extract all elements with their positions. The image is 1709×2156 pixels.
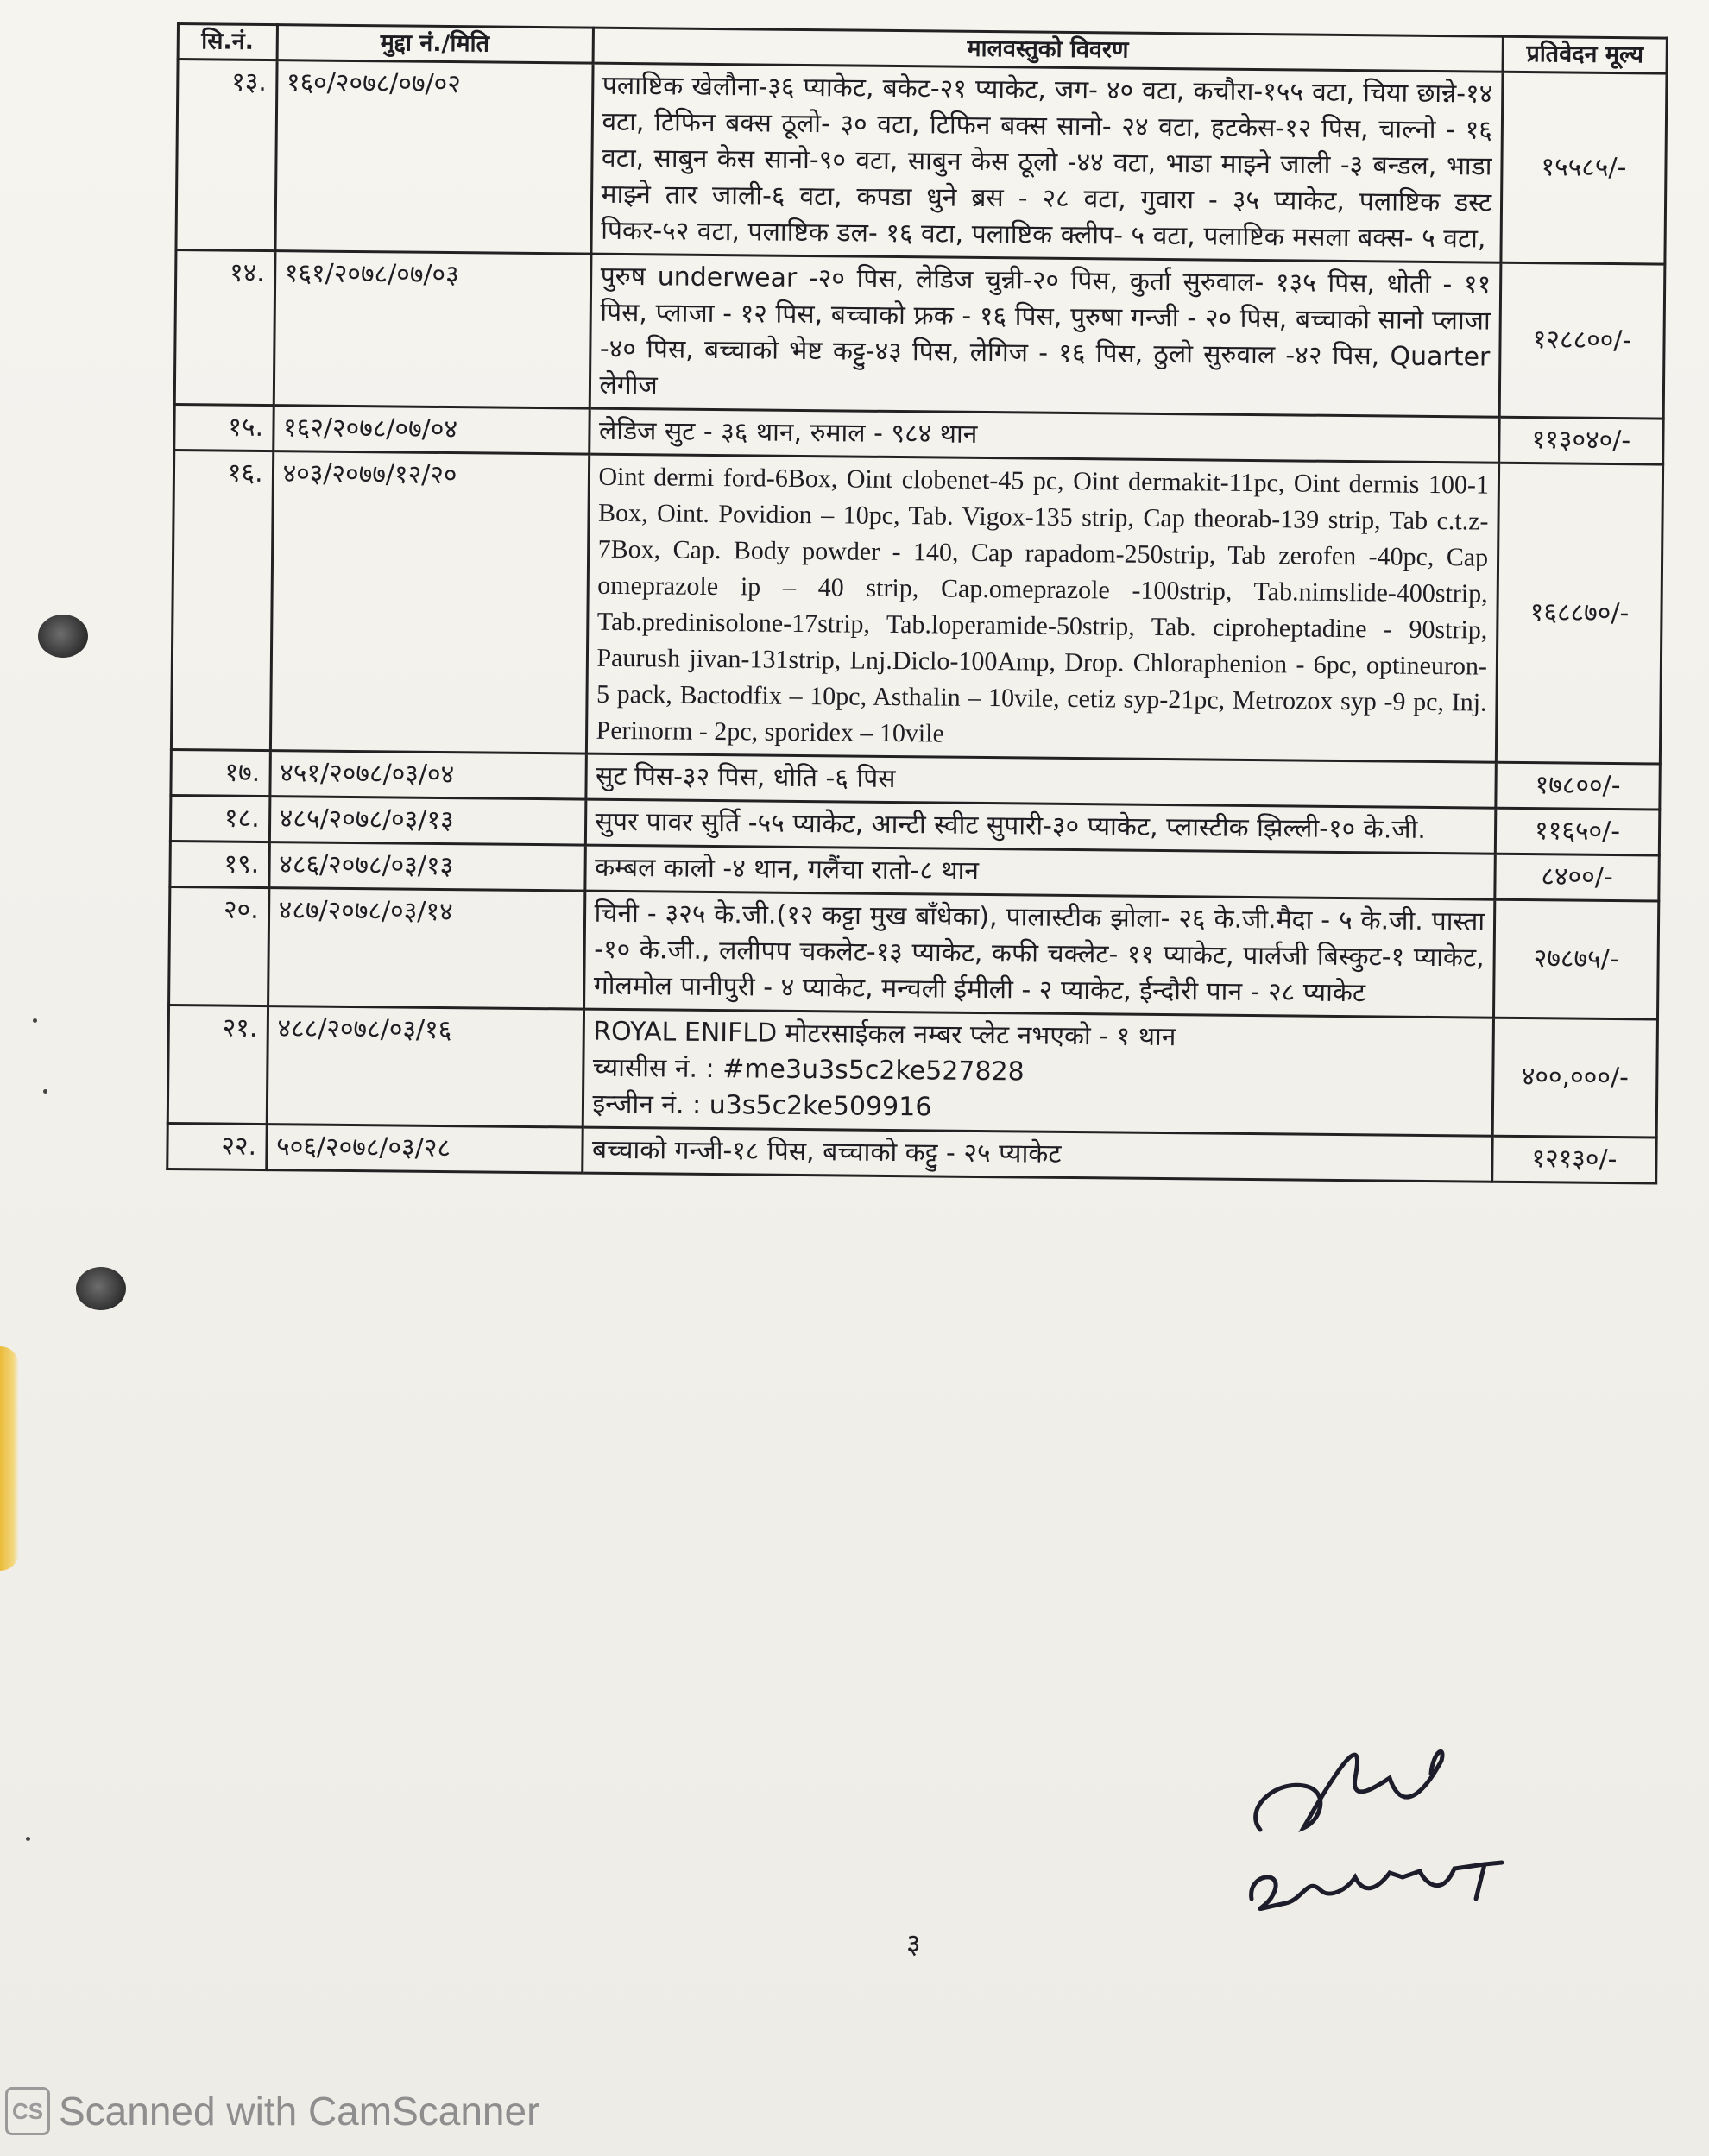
table-row: [176, 60, 1667, 265]
row-value: १६८८७०/-: [1496, 463, 1662, 764]
row-case-number: १६२/२०७८/०७/०४: [273, 406, 589, 455]
motorcycle-description: ROYAL ENIFLD मोटरसाईकल नम्बर प्लेट नभएको - १ थान: [593, 1016, 1176, 1053]
row-value: १५५८५/-: [1501, 72, 1667, 264]
row-value: ११३०४०/-: [1499, 417, 1664, 464]
row-value: १२१३०/-: [1492, 1136, 1657, 1183]
table-row: [174, 250, 1665, 419]
row-value: ११६५०/-: [1495, 808, 1660, 855]
speck: [33, 1018, 37, 1023]
row-value: १२८८००/-: [1499, 262, 1665, 419]
header-report-value: प्रतिवेदन मूल्य: [1503, 36, 1667, 73]
header-case-number-date: मुद्दा नं./मिति: [277, 25, 593, 64]
row-description: लेडिज सुट - ३६ थान, रुमाल - ९८४ थान: [589, 408, 1499, 463]
row-value: ४००,०००/-: [1492, 1018, 1657, 1138]
row-serial-number: १५.: [174, 404, 274, 451]
row-case-number: १६०/२०७८/०७/०२: [275, 60, 593, 255]
row-value: १७८००/-: [1496, 762, 1661, 810]
header-serial-number: सि.नं.: [178, 24, 277, 60]
row-description: पलाष्टिक खेलौना-३६ प्याकेट, बकेट-२१ प्याकेट, जग- ४० वटा, कचौरा-१५५ वटा, चिया छान्ने-१४ वटा, टिफिन बक्स ठूलो- ३० वटा, टिफिन बक्स सानो- २४ वटा, हटकेस-१२ पिस, चाल्नो - १६ वटा, साबुन केस सानो-९० वटा, साबुन केस ठूलो -४४ वटा, भाडा माझ्ने जाली -३ बन्डल, भाडा माझ्ने तार जाली-६ वटा, कपडा धुने ब्रस - २८ वटा, गुवारा - ३५ प्याकेट, पलाष्टिक डस्ट पिकर-५२ वटा, पलाष्टिक डल- १६ वटा, पलाष्टिक क्लीप- ५ वटा, पलाष्टिक मसला बक्स- ५ वटा,: [590, 63, 1503, 262]
engine-number: इन्जीन नं. : u3s5c2ke509916: [592, 1088, 932, 1123]
table-row: [169, 886, 1659, 1019]
row-serial-number: १३.: [176, 60, 277, 251]
row-serial-number: १९.: [170, 841, 269, 887]
row-case-number: ४८५/२०७८/०३/१३: [269, 797, 585, 846]
row-serial-number: १७.: [171, 749, 270, 796]
row-description: सुपर पावर सुर्ति -५५ प्याकेट, आन्टी स्वीट सुपारी-३० प्याकेट, प्लास्टीक झिल्ली-१० के.जी.: [585, 799, 1496, 854]
row-serial-number: २२.: [167, 1123, 267, 1169]
punch-hole-top: [38, 615, 88, 658]
row-case-number: ४५१/२०७८/०३/०४: [269, 751, 585, 800]
row-value: ८४००/-: [1495, 854, 1660, 901]
row-value: २७८७५/-: [1494, 899, 1659, 1019]
row-serial-number: १८.: [170, 795, 269, 842]
table-row: [167, 1005, 1657, 1138]
row-serial-number: २०.: [169, 886, 269, 1006]
row-description: Oint dermi ford-6Box, Oint clobenet-45 pc, Oint dermakit-11pc, Oint dermis 100-1 Box, Oint. Povidion – 10pc, Tab. Vigox-135 strip, Cap theorab-139 strip, Tab c.t.z-7Box, Cap. Body powder - 140, Cap rapadom-250strip, Tab zerofen -40pc, Cap omeprazole ip – 40 strip, Cap.omeprazole -100strip, Tab.nimslide-400strip, Tab.predinisolone-17strip, Tab.loperamide-50strip, Tab. ciproheptadine - 90strip, Paurush jivan-131strip, Lnj.Diclo-100Amp, Drop. Chloraphenion - 6pc, optineuron- 5 pack, Bactodfix – 10pc, Asthalin – 10vile, cetiz syp-21pc, Metrozox syp -9 pc, Inj. Perinorm - 2pc, sporidex – 10vile: [586, 454, 1499, 762]
speck: [43, 1089, 47, 1094]
punch-hole-bottom: [76, 1267, 126, 1310]
camscanner-logo-icon: CS: [5, 2087, 50, 2135]
row-description: [583, 1009, 1494, 1136]
row-serial-number: १४.: [174, 250, 274, 406]
row-description: चिनी - ३२५ के.जी.(१२ कट्टा मुख बाँधेका), पालास्टीक झोला- २६ के.जी.मैदा - ५ के.जी. पास्ता -१० के.जी., ललीपप चकलेट-१३ प्याकेट, कफी चक्लेट- ११ प्याकेट, पार्लजी बिस्कुट-१ प्याकेट, गोलमोल पानीपुरी - ४ प्याकेट, मन्चली ईमीली - २ प्याकेट, ईन्दौरी पान - २८ प्याकेट: [583, 891, 1495, 1018]
row-case-number: ४०३/२०७७/१२/२०: [270, 451, 589, 753]
row-case-number: ४८६/२०७८/०३/१३: [268, 842, 584, 892]
row-description: बच्चाको गन्जी-१८ पिस, बच्चाको कट्टु - २५ प्याकेट: [582, 1127, 1492, 1182]
row-description: कम्बल कालो -४ थान, गलैंचा रातो-८ थान: [584, 845, 1495, 899]
table-row: [171, 450, 1662, 764]
scanner-watermark: [5, 2087, 539, 2135]
header-goods-description: मालवस्तुको विवरण: [593, 28, 1504, 72]
row-serial-number: २१.: [167, 1005, 268, 1124]
paper-stain: [0, 1346, 19, 1571]
row-case-number: १६१/२०७८/०७/०३: [274, 251, 591, 409]
goods-inventory-table: [166, 22, 1668, 1185]
row-case-number: ४८७/२०७८/०३/१४: [268, 888, 584, 1010]
handwritten-signature: [1226, 1726, 1554, 1925]
row-case-number: ४८८/२०७८/०३/१६: [267, 1006, 583, 1128]
row-serial-number: १६.: [171, 450, 273, 750]
row-case-number: ५०६/२०७८/०३/२८: [266, 1125, 582, 1174]
watermark-text: Scanned with CamScanner: [59, 2089, 540, 2134]
speck: [26, 1837, 30, 1841]
row-description: पुरुष underwear -२० पिस, लेडिज चुन्नी-२० पिस, कुर्ता सुरुवाल- १३५ पिस, धोती - ११ पिस, प्लाजा - १२ पिस, बच्चाको फ्रक - १६ पिस, पुरुषा गन्जी - २० पिस, बच्चाको सानो प्लाजा -४० पिस, बच्चाको भेष्ट कट्टु-४३ पिस, लेगिज - १६ पिस, ठुलो सुरुवाल -४२ पिस, Quarter लेगीज: [590, 254, 1501, 417]
chassis-number: च्यासीस नं. : #me3u3s5c2ke527828: [592, 1052, 1025, 1087]
row-description: सुट पिस-३२ पिस, धोति -६ पिस: [585, 753, 1496, 808]
page-number: ३: [906, 1927, 921, 1960]
